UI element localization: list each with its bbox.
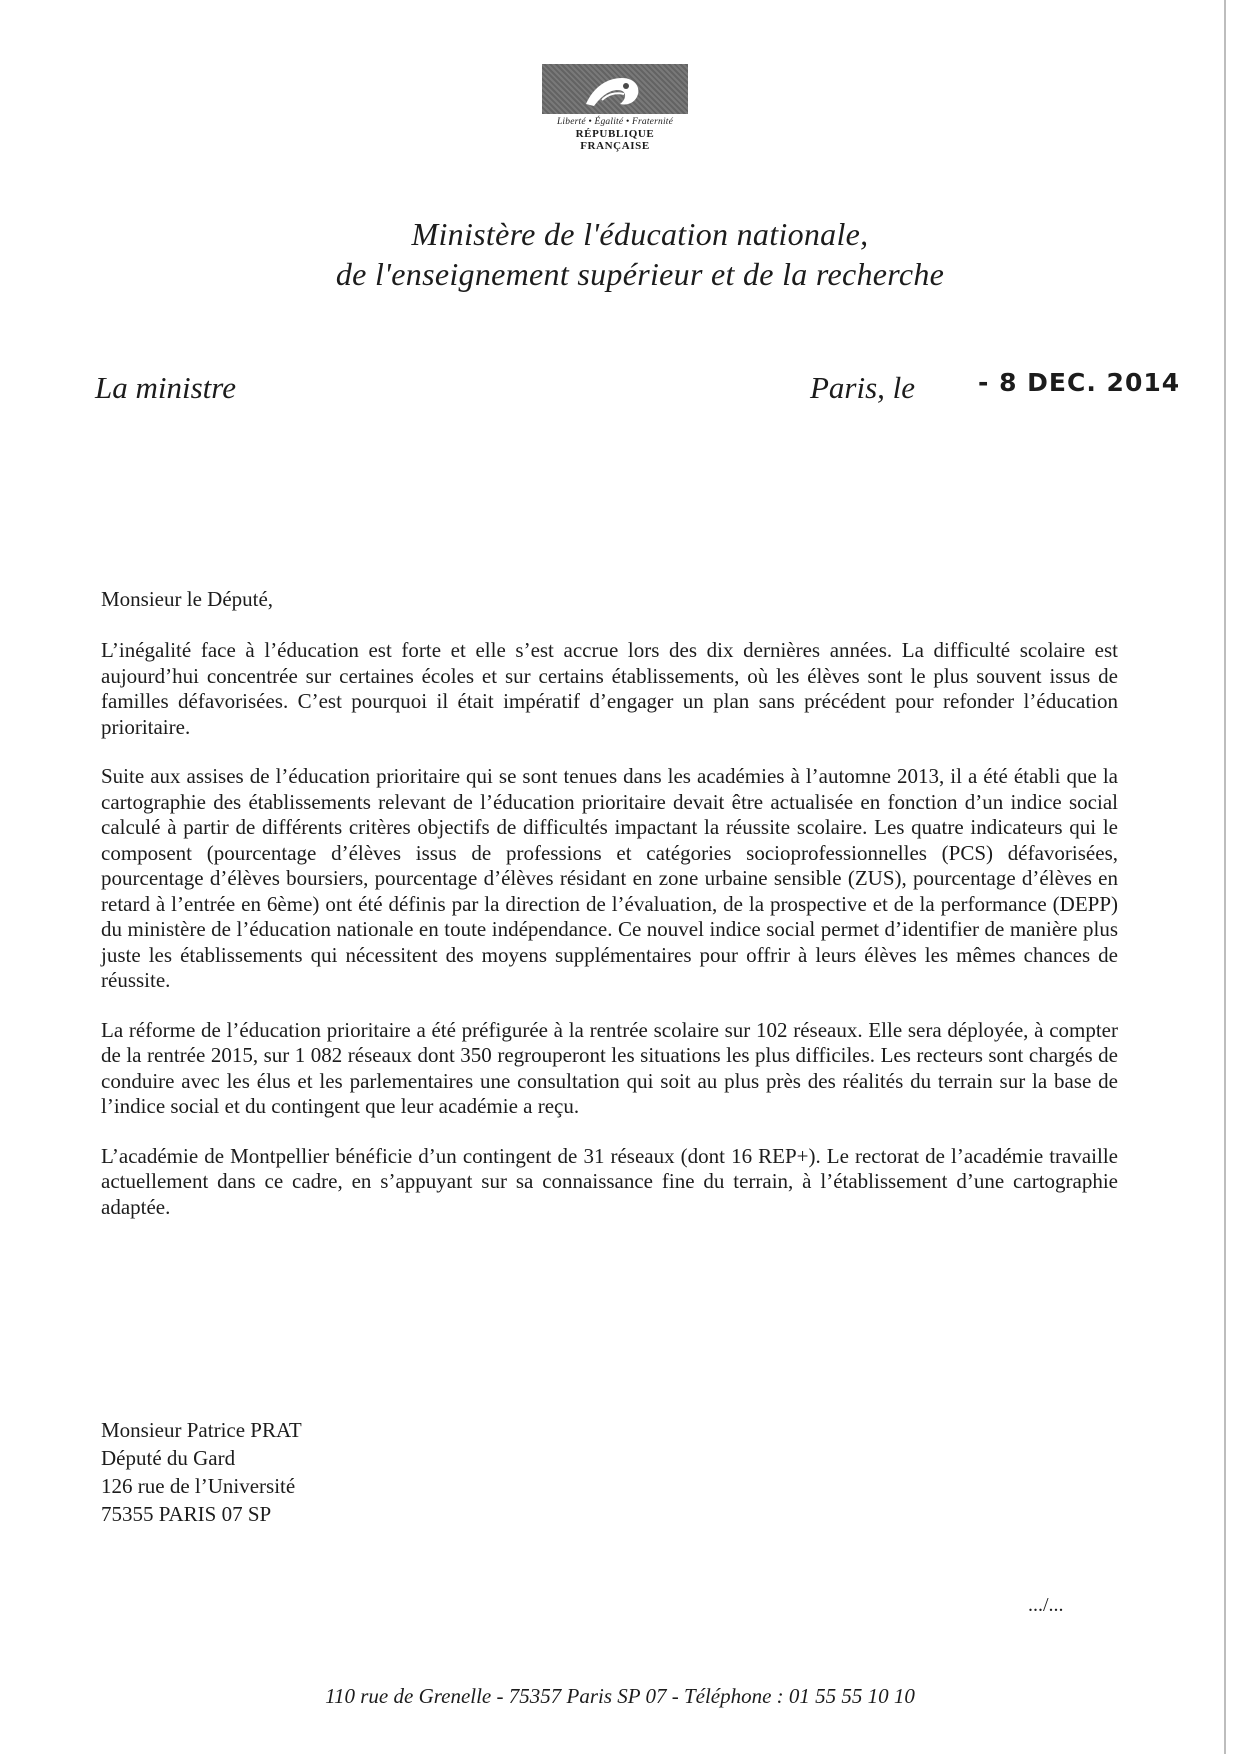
republique-francaise-label: RÉPUBLIQUE FRANÇAISE (575, 128, 655, 152)
recipient-street: 126 rue de l’Université (101, 1474, 296, 1498)
salutation: Monsieur le Député, (101, 587, 274, 611)
date-stamp: - 8 DEC. 2014 (978, 368, 1181, 397)
footer-address: 110 rue de Grenelle - 75357 Paris SP 07 - Téléphone : 01 55 55 10 10 (325, 1684, 915, 1708)
paragraph-4: L’académie de Montpellier bénéficie d’un contingent de 31 réseaux (dont 16 REP+). Le rectorat de l’académie travaille actuellement dans ce cadre, en s’appuyant sur sa connaissance fine du terrain, à l’établissement d’une cartographie adaptée. (101, 1143, 1118, 1219)
paragraph-2: Suite aux assises de l’éducation prioritaire qui se sont tenues dans les académies à l’automne 2013, il a été établi que la cartographie des établissements relevant de l’éducation prioritaire devait être actualisée en fonction d’un indice social calculé à partir de différents critères objectifs de difficultés impactant la réussite scolaire. Les quatre indicateurs qui le composent (pourcentage d’élèves issus de professions et catégories socioprofessionnelles (PCS) défavorisées, pourcentage d’élèves boursiers, pourcentage d’élèves résidant en zone urbaine sensible (ZUS), pourcentage d’élèves en retard à l’entrée en 6ème) ont été définis par la direction de l’évaluation, de la prospective et de la performance (DEPP) du ministère de l’éducation nationale en toute indépendance. Ce nouvel indice social permet d’identifier de manière plus juste les établissements qui nécessitent des moyens supplémentaires pour offrir à leurs élèves les mêmes chances de réussite. (101, 764, 1118, 992)
place-label: Paris, le (810, 370, 916, 405)
ministry-line-2: de l'enseignement supérieur et de la recherche (335, 256, 945, 292)
ministry-heading (0, 214, 1240, 294)
recipient-title: Député du Gard (101, 1446, 236, 1470)
continued-marker: .../... (1028, 1594, 1064, 1616)
letter-body (101, 638, 1118, 1244)
marianne-logo (540, 64, 690, 152)
ministry-line-1: Ministère de l'éducation nationale, (411, 216, 869, 252)
recipient-name: Monsieur Patrice PRAT (101, 1418, 302, 1442)
paragraph-1: L’inégalité face à l’éducation est forte et elle s’est accrue lors des dix dernières années. La difficulté scolaire est aujourd’hui concentrée sur certaines écoles et sur certains établissements, où les élèves sont le plus souvent issus de familles défavorisées. C’est pourquoi il était impératif d’engager un plan sans précédent pour refonder l’éducation prioritaire. (101, 638, 1118, 739)
paragraph-3: La réforme de l’éducation prioritaire a été préfigurée à la rentrée scolaire sur 102 réseaux. Elle sera déployée, à compter de la rentrée 2015, sur 1 082 réseaux dont 350 regrouperont les situations les plus difficiles. Les recteurs sont chargés de conduire avec les élus et les parlementaires une consultation qui soit au plus près des réalités du terrain sur la base de l’indice social et du contingent que leur académie a reçu. (101, 1017, 1118, 1118)
marianne-emblem-icon (542, 64, 688, 114)
republic-motto: Liberté • Égalité • Fraternité (556, 117, 674, 127)
recipient-address (101, 1416, 302, 1528)
recipient-city: 75355 PARIS 07 SP (101, 1502, 272, 1526)
minister-title: La ministre (95, 370, 236, 405)
